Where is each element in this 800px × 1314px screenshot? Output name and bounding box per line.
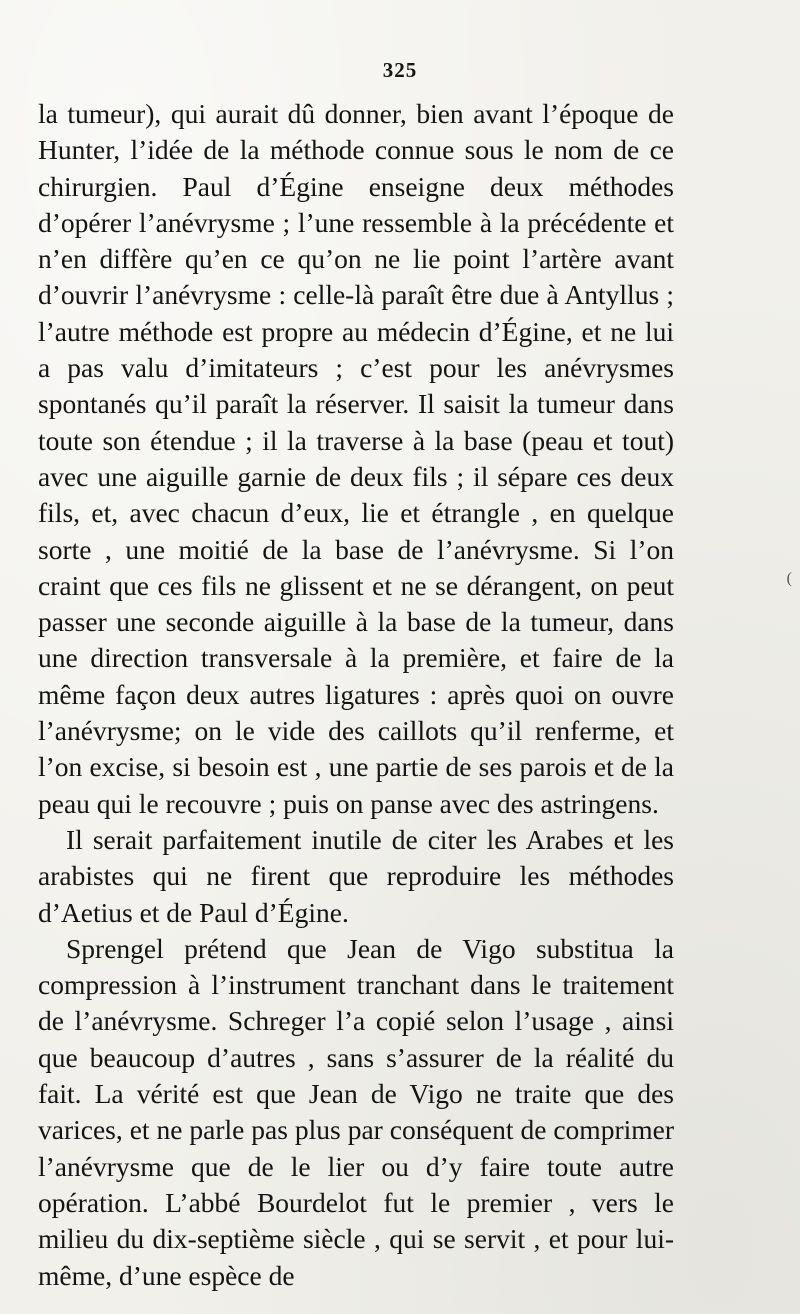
paragraph-1: la tumeur), qui aurait dû donner, bien avant l’époque de Hunter, l’idée de la méthode connue sous le nom de ce chirurgien. Paul d’Égine enseigne deux méthodes d’opérer l’anévrysme ; l’une ressemble à la précédente et n’en diffère qu’en ce qu’on ne lie point l’artère avant d’ouvrir l’anévrysme : celle-là paraît être due à Antyllus ; l’autre méthode est propre au médecin d’Égine, et ne lui a pas valu d’imitateurs ; c’est pour les anévrysmes spontanés qu’il paraît la réserver. Il saisit la tumeur dans toute son étendue ; il la traverse à la base (peau et tout) avec une aiguille garnie de deux fils ; il sépare ces deux fils, et, avec chacun d’eux, lie et étrangle , en quelque sorte , une moitié de la base de l’anévrysme. Si l’on craint que ces fils ne glissent et ne se dérangent, on peut passer une seconde aiguille à la base de la tumeur, dans une direction transversale à la première, et faire de la même façon deux autres ligatures : après quoi on ouvre l’anévrysme; on le vide des caillots qu’il renferme, et l’on excise, si besoin est , une partie de ses parois et de la peau qui le recouvre ; puis on panse avec des astringens. bbox=[38, 98, 674, 819]
paragraph-3: Sprengel prétend que Jean de Vigo substitua la compression à l’instrument tranchant dans le traitement de l’anévrysme. Schreger l’a copié selon l’usage , ainsi que beaucoup d’autres , sans s’assurer de la réalité du fait. La vérité est que Jean de Vigo ne traite que des varices, et ne parle pas plus par conséquent de comprimer l’anévrysme que de le lier ou d’y faire toute autre opération. L’abbé Bourdelot fut le premier , vers le milieu du dix-septième siècle , qui se servit , et pour lui-même, d’une espèce de bbox=[38, 932, 674, 1291]
margin-mark: ( bbox=[786, 570, 792, 587]
paragraph-2: Il serait parfaitement inutile de citer les Arabes et les arabistes qui ne firent que reproduire les méthodes d’Aetius et de Paul d’Égine. bbox=[38, 823, 674, 928]
body-text bbox=[38, 96, 674, 1294]
page-number: 325 bbox=[382, 58, 418, 82]
